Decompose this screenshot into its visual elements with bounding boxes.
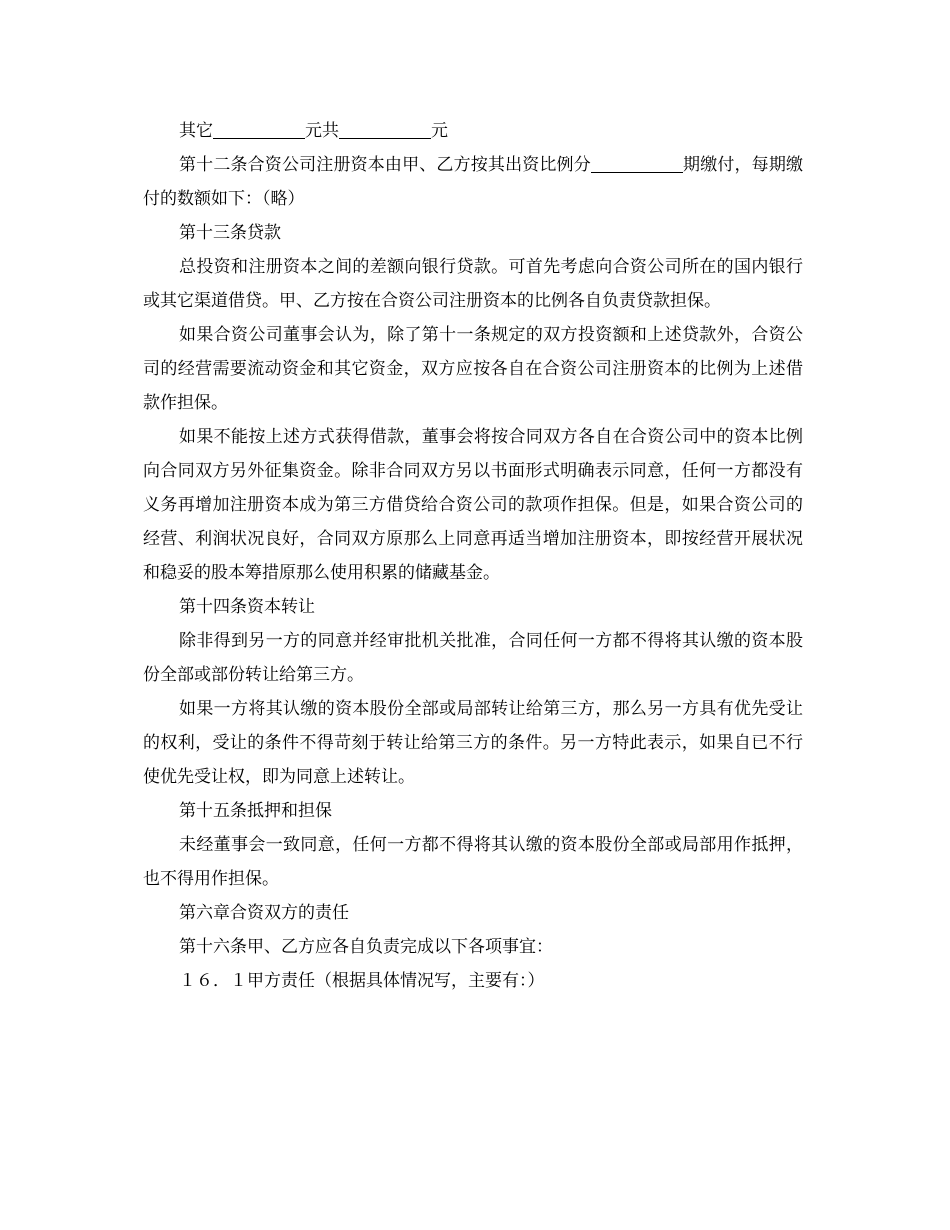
text-fragment: 元共 <box>305 121 339 141</box>
text-fragment: 元 <box>431 121 448 141</box>
heading-article-13: 第十三条贷款 <box>179 223 281 243</box>
paragraph-article-14-2: 如果一方将其认缴的资本股份全部或局部转让给第三方，那么另一方具有优先受让的权利，受让的条件不得苛刻于转让给第三方的条件。另一方特此表示，如果自已不行使优先受让权，即为同意上述转让。 <box>143 699 803 787</box>
fill-in-blank <box>213 118 305 139</box>
heading-article-16: 第十六条甲、乙方应各自负责完成以下各项事宜： <box>179 937 553 957</box>
paragraph-article-16-1: １６．１甲方责任（根据具体情况写，主要有：） <box>179 971 545 991</box>
paragraph-article-13-2: 如果合资公司董事会认为，除了第十一条规定的双方投资额和上述贷款外，合资公司的经营需要流动资金和其它资金，双方应按各自在合资公司注册资本的比例为上述借款作担保。 <box>143 325 803 413</box>
paragraph-article-13-1: 总投资和注册资本之间的差额向银行贷款。可首先考虑向合资公司所在的国内银行或其它渠道借贷。甲、乙方按在合资公司注册资本的比例各自负责贷款担保。 <box>143 257 803 311</box>
text-fragment: 期缴付，每期缴付的数额如下：（略） <box>143 155 804 209</box>
fill-in-blank <box>339 118 431 139</box>
paragraph-article-13-3: 如果不能按上述方式获得借款，董事会将按合同双方各自在合资公司中的资本比例向合同双方另外征集资金。除非合同双方另以书面形式明确表示同意，任何一方都没有义务再增加注册资本成为第三方借贷给合资公司的款项作担保。但是，如果合资公司的经营、利润状况良好，合同双方原那么上同意再适当增加注册资本，即按经营开展状况和稳妥的股本筹措原那么使用积累的储藏基金。 <box>143 427 803 583</box>
text-fragment: 其它 <box>179 121 213 141</box>
paragraph-article-15-1: 未经董事会一致同意，任何一方都不得将其认缴的资本股份全部或局部用作抵押，也不得用作担保。 <box>143 835 803 889</box>
heading-article-15: 第十五条抵押和担保 <box>179 801 332 821</box>
document-body <box>143 114 803 998</box>
fill-in-blank <box>591 152 683 173</box>
paragraph-article-14-1: 除非得到另一方的同意并经审批机关批准，合同任何一方都不得将其认缴的资本股份全部或部份转让给第三方。 <box>143 631 803 685</box>
heading-chapter-6: 第六章合资双方的责任 <box>179 903 349 923</box>
heading-article-14: 第十四条资本转让 <box>179 597 315 617</box>
paragraph-other-capital <box>143 114 803 148</box>
text-fragment: 第十二条合资公司注册资本由甲、乙方按其出资比例分 <box>179 155 591 175</box>
paragraph-article-12 <box>143 148 803 216</box>
